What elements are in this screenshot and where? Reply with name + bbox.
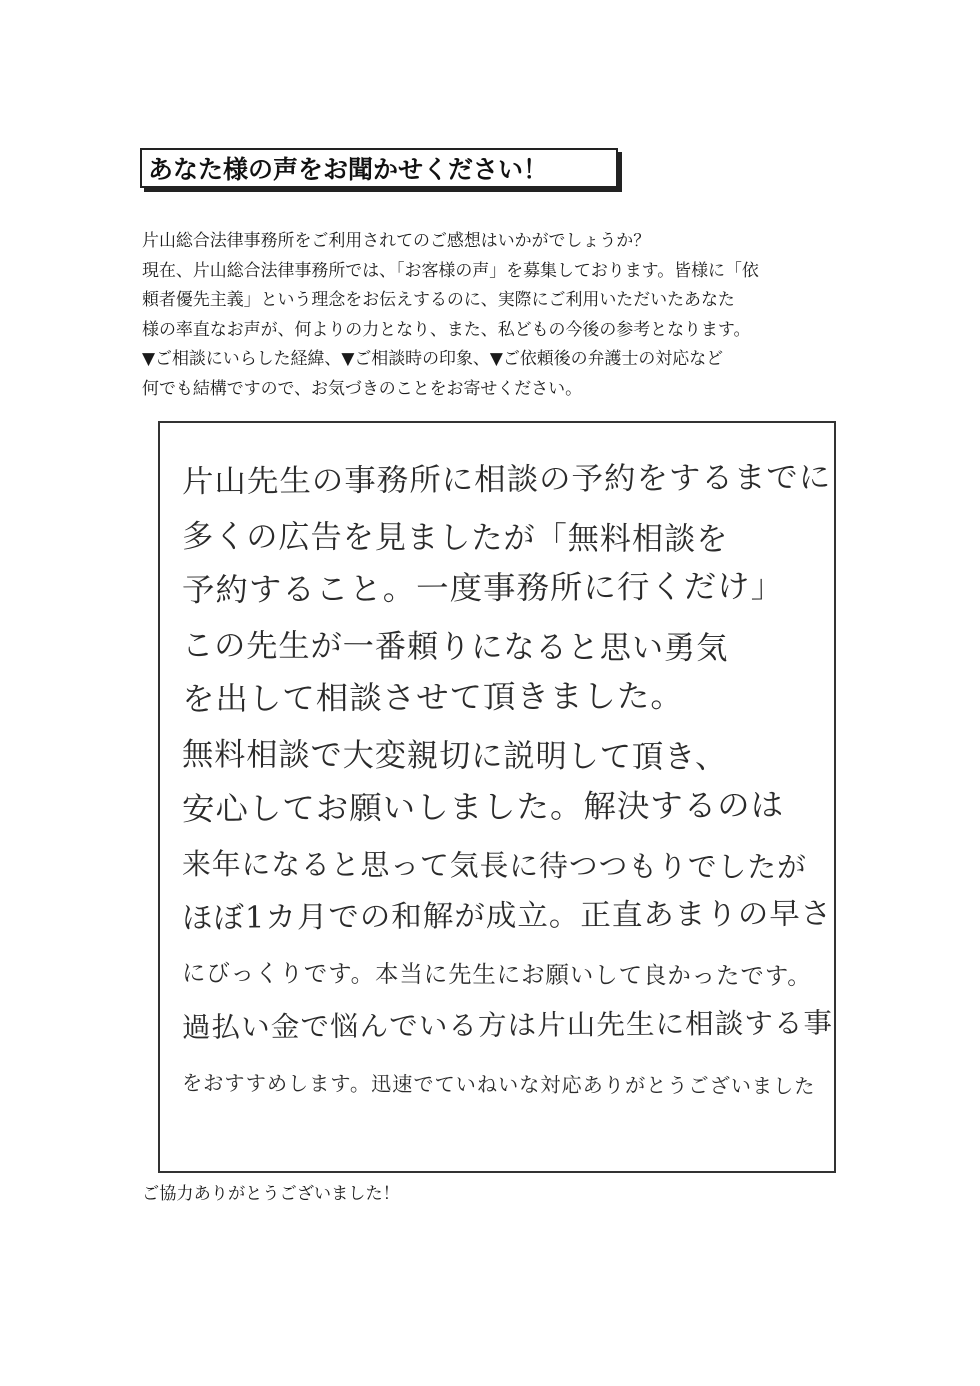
intro-line: 片山総合法律事務所をご利用されてのご感想はいかがでしょうか？ [142,230,651,250]
handwritten-comment-box [158,421,836,1173]
handwritten-line: 無料相談で大変親切に説明して頂き、 [181,735,728,776]
handwritten-line: を出して相談させて頂きました。 [181,677,684,719]
handwritten-line: 予約すること。一度事務所に行くだけ」 [181,567,785,610]
intro-text [142,226,862,404]
handwritten-line: 過払い金で悩んでいる方は片山先生に相談する事 [181,1006,834,1044]
handwritten-line: 安心してお願いしました。解決するのは [181,786,785,828]
handwritten-line: 来年になると思って気長に待つつもりでしたが [181,847,807,885]
intro-line: ▼ご相談にいらした経緯、▼ご相談時の印象、▼ご依頼後の弁護士の対応など [142,348,724,369]
page-title: あなた様の声をお聞かせください！ [148,155,549,184]
handwritten-comment [181,455,834,1110]
intro-line: 頼者優先主義」という理念をお伝えするのに、実際にご利用いただいたあなた [142,289,735,310]
intro-line: 何でも結構ですので、お気づきのことをお寄せください。 [142,377,583,398]
handwritten-line: にびっくりです。本当に先生にお願いして良かったです。 [181,959,812,991]
closing-message: ご協力ありがとうございました！ [142,1184,400,1204]
handwritten-line: 多くの広告を見ましたが「無料相談を [181,517,729,558]
handwritten-line: をおすすめします。迅速でていねいな対応ありがとうございました [181,1070,816,1098]
handwritten-line: ほぼ1カ月での和解が成立。正直あまりの早さ [181,896,833,936]
intro-line: 現在、片山総合法律事務所では、「お客様の声」を募集しております。皆様に「依 [142,259,759,280]
title-banner [140,148,618,188]
handwritten-line: 片山先生の事務所に相談の予約をするまでに [181,459,832,500]
handwritten-line: この先生が一番頼りになると思い勇気 [181,626,729,667]
intro-line: 様の率直なお声が、何よりの力となり、また、私どもの今後の参考となります。 [142,318,751,339]
